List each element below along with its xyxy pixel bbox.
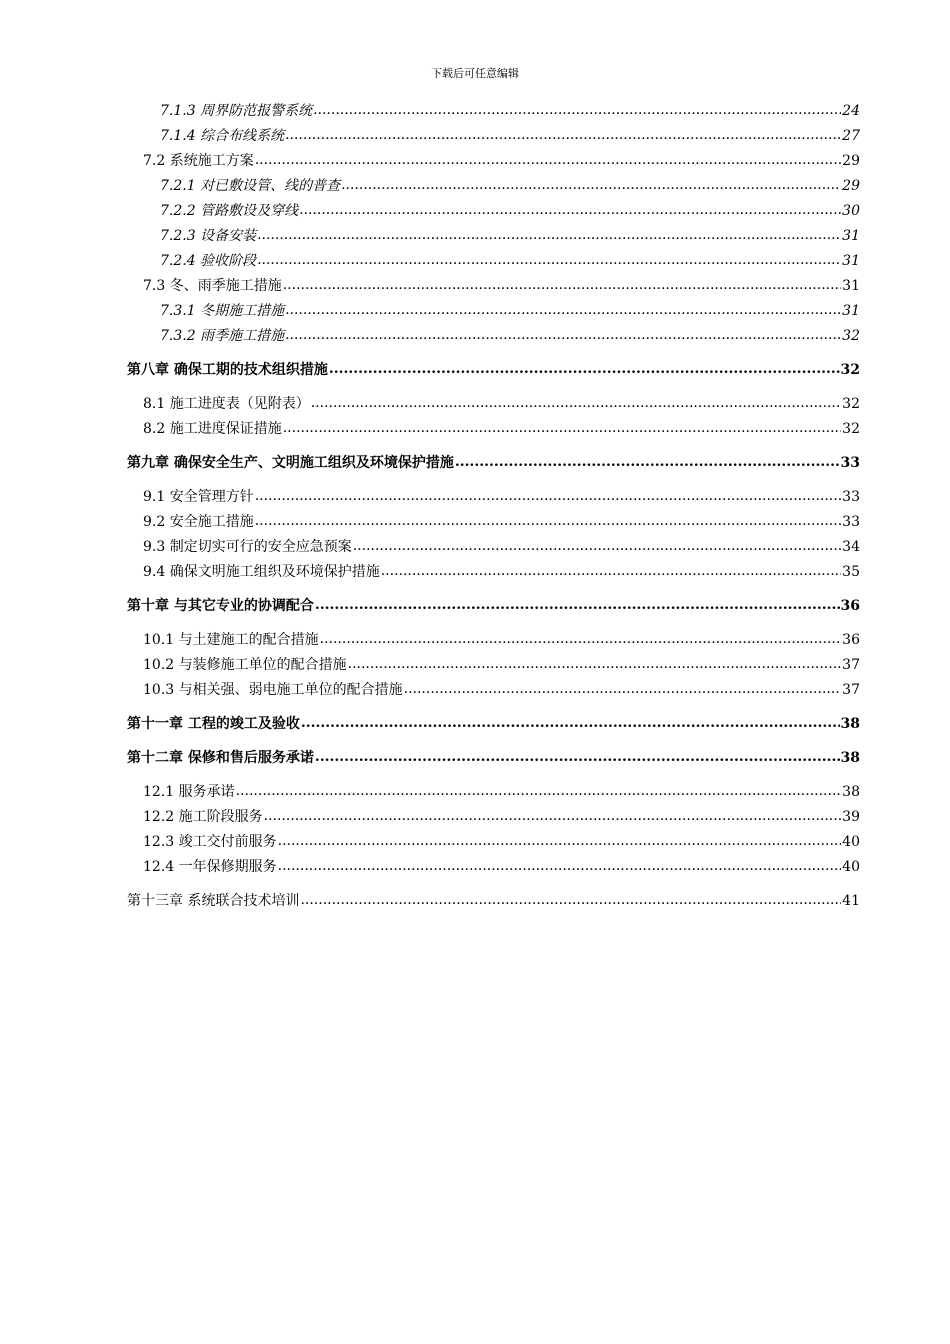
toc-entry-page: 41 — [842, 893, 860, 909]
toc-entry-title: 7.2.2 管路敷设及穿线 — [160, 203, 299, 219]
toc-entry[interactable] — [127, 417, 860, 442]
toc-entry-title: 12.1 服务承诺 — [143, 784, 235, 800]
toc-entry-page: 40 — [842, 834, 860, 850]
toc-entry-page: 31 — [842, 228, 860, 244]
toc-entry[interactable] — [127, 535, 860, 560]
toc-entry-title: 7.2.4 验收阶段 — [160, 253, 257, 269]
toc-chapter-entry[interactable] — [127, 889, 860, 914]
toc-entry[interactable] — [127, 560, 860, 585]
toc-entry-page: 32 — [842, 421, 860, 437]
toc-entry-page: 32 — [842, 328, 860, 344]
toc-entry-title: 第九章 确保安全生产、文明施工组织及环境保护措施 — [127, 455, 454, 471]
dot-leader — [257, 248, 841, 273]
dot-leader — [285, 298, 841, 323]
toc-entry-title: 第十一章 工程的竣工及验收 — [127, 716, 300, 732]
toc-chapter-entry[interactable] — [127, 712, 860, 737]
toc-entry-title: 8.1 施工进度表（见附表） — [143, 396, 310, 412]
toc-entry-page: 38 — [840, 716, 860, 732]
toc-entry-page: 33 — [842, 514, 860, 530]
toc-entry-page: 36 — [840, 598, 860, 614]
toc-entry[interactable] — [127, 124, 860, 149]
dot-leader — [404, 677, 842, 702]
toc-entry-title: 第十三章 系统联合技术培训 — [127, 893, 300, 909]
dot-leader — [285, 123, 841, 148]
toc-entry-title: 10.3 与相关强、弱电施工单位的配合措施 — [143, 682, 403, 698]
dot-leader — [255, 148, 841, 173]
toc-entry-page: 29 — [842, 178, 860, 194]
toc-entry[interactable] — [127, 485, 860, 510]
toc-entry[interactable] — [127, 249, 860, 274]
toc-entry-page: 27 — [842, 128, 860, 144]
dot-leader — [285, 323, 841, 348]
toc-entry-title: 9.4 确保文明施工组织及环境保护措施 — [143, 564, 380, 580]
toc-entry-page: 30 — [842, 203, 860, 219]
toc-entry-title: 9.1 安全管理方针 — [143, 489, 254, 505]
toc-entry[interactable] — [127, 780, 860, 805]
toc-entry-page: 24 — [842, 103, 860, 119]
toc-entry[interactable] — [127, 149, 860, 174]
dot-leader — [264, 804, 842, 829]
toc-entry-title: 第十章 与其它专业的协调配合 — [127, 598, 314, 614]
toc-entry[interactable] — [127, 99, 860, 124]
toc-entry-title: 7.1.3 周界防范报警系统 — [160, 103, 313, 119]
toc-entry-title: 7.1.4 综合布线系统 — [160, 128, 285, 144]
dot-leader — [236, 779, 842, 804]
toc-entry-title: 9.2 安全施工措施 — [143, 514, 254, 530]
toc-entry-title: 10.2 与装修施工单位的配合措施 — [143, 657, 347, 673]
dot-leader — [283, 273, 841, 298]
toc-entry-page: 32 — [840, 362, 860, 378]
toc-entry-title: 7.3 冬、雨季施工措施 — [143, 278, 282, 294]
page-header: 下载后可任意编辑 — [431, 67, 519, 80]
dot-leader — [455, 450, 840, 475]
toc-entry-page: 35 — [842, 564, 860, 580]
toc-chapter-entry[interactable] — [127, 358, 860, 383]
toc-entry-page: 38 — [842, 784, 860, 800]
toc-entry-page: 33 — [842, 489, 860, 505]
toc-entry-page: 38 — [840, 750, 860, 766]
toc-chapter-entry[interactable] — [127, 451, 860, 476]
toc-entry[interactable] — [127, 392, 860, 417]
dot-leader — [313, 98, 841, 123]
toc-entry-title: 7.2 系统施工方案 — [143, 153, 254, 169]
dot-leader — [300, 888, 841, 913]
toc-entry-title: 8.2 施工进度保证措施 — [143, 421, 282, 437]
toc-entry-page: 31 — [842, 253, 860, 269]
toc-entry[interactable] — [127, 510, 860, 535]
dot-leader — [315, 745, 840, 770]
dot-leader — [311, 391, 841, 416]
toc-entry-page: 40 — [842, 859, 860, 875]
toc-entry[interactable] — [127, 830, 860, 855]
toc-entry-page: 36 — [842, 632, 860, 648]
toc-entry-title: 12.2 施工阶段服务 — [143, 809, 263, 825]
toc-entry-title: 9.3 制定切实可行的安全应急预案 — [143, 539, 352, 555]
toc-entry[interactable] — [127, 653, 860, 678]
toc-entry-title: 第十二章 保修和售后服务承诺 — [127, 750, 314, 766]
toc-chapter-entry[interactable] — [127, 746, 860, 771]
toc-entry[interactable] — [127, 299, 860, 324]
dot-leader — [283, 416, 841, 441]
toc-entry-page: 37 — [842, 682, 860, 698]
toc-entry[interactable] — [127, 274, 860, 299]
toc-entry-page: 31 — [842, 303, 860, 319]
toc-entry-page: 39 — [842, 809, 860, 825]
toc-entry-title: 10.1 与土建施工的配合措施 — [143, 632, 319, 648]
toc-entry-page: 34 — [842, 539, 860, 555]
dot-leader — [381, 559, 841, 584]
toc-entry-title: 第八章 确保工期的技术组织措施 — [127, 362, 328, 378]
toc-entry[interactable] — [127, 628, 860, 653]
dot-leader — [315, 593, 840, 618]
dot-leader — [255, 509, 841, 534]
toc-entry-title: 12.3 竣工交付前服务 — [143, 834, 277, 850]
toc-entry-page: 31 — [842, 278, 860, 294]
toc-chapter-entry[interactable] — [127, 594, 860, 619]
toc-entry[interactable] — [127, 855, 860, 880]
dot-leader — [299, 198, 841, 223]
toc-entry[interactable] — [127, 678, 860, 703]
dot-leader — [278, 854, 842, 879]
toc-entry[interactable] — [127, 324, 860, 349]
toc-entry-title: 12.4 一年保修期服务 — [143, 859, 277, 875]
toc-entry[interactable] — [127, 805, 860, 830]
dot-leader — [301, 711, 840, 736]
toc-entry-page: 37 — [842, 657, 860, 673]
toc-entry-title: 7.2.1 对已敷设管、线的普查 — [160, 178, 341, 194]
dot-leader — [341, 173, 841, 198]
dot-leader — [320, 627, 842, 652]
dot-leader — [278, 829, 842, 854]
toc-entry-title: 7.3.2 雨季施工措施 — [160, 328, 285, 344]
dot-leader — [348, 652, 842, 677]
toc-entry[interactable] — [127, 224, 860, 249]
toc-entry-page: 32 — [842, 396, 860, 412]
dot-leader — [257, 223, 841, 248]
toc-entry[interactable] — [127, 199, 860, 224]
toc-entry[interactable] — [127, 174, 860, 199]
dot-leader — [255, 484, 841, 509]
toc-entry-page: 29 — [842, 153, 860, 169]
toc-entry-title: 7.3.1 冬期施工措施 — [160, 303, 285, 319]
toc-entry-page: 33 — [840, 455, 860, 471]
dot-leader — [329, 357, 840, 382]
toc-entry-title: 7.2.3 设备安装 — [160, 228, 257, 244]
table-of-contents — [127, 99, 860, 914]
dot-leader — [353, 534, 841, 559]
